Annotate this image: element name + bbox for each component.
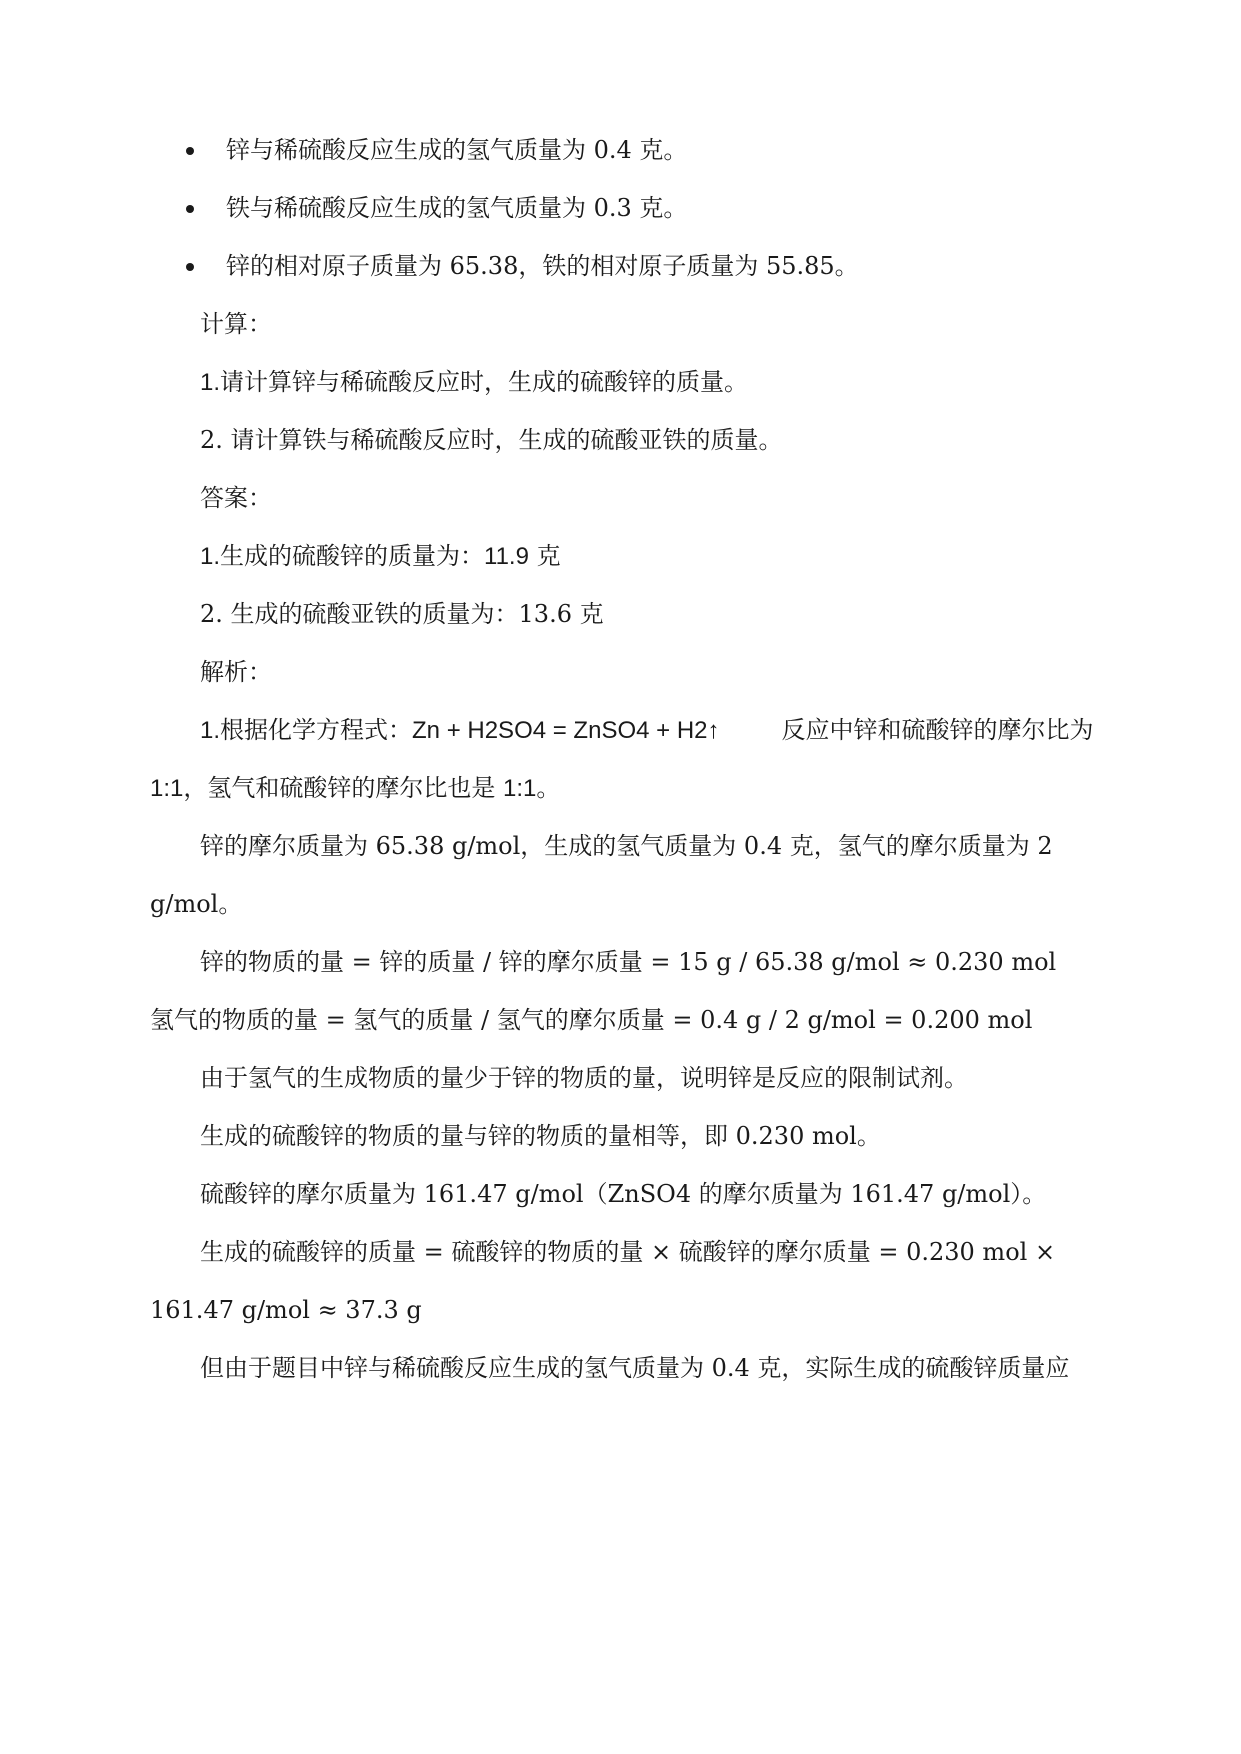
question-1 — [200, 366, 748, 399]
analysis-paragraph-1-line-2 — [150, 772, 560, 805]
question-1-text: 请计算锌与稀硫酸反应时，生成的硫酸锌的质量。 — [220, 368, 749, 396]
analysis-1-number: 1. — [200, 717, 221, 744]
analysis-heading: 解析： — [200, 658, 272, 686]
bullet-text: 锌与稀硫酸反应生成的氢气质量为 0.4 克。 — [226, 136, 688, 164]
analysis-paragraph-7: 硫酸锌的摩尔质量为 161.47 g/mol（ZnSO4 的摩尔质量为 161.47 g/mol）。 — [200, 1180, 1047, 1208]
answer-1-text: 生成的硫酸锌的质量为： — [220, 542, 485, 570]
answer-1 — [200, 540, 561, 573]
question-1-number: 1. — [200, 369, 221, 396]
analysis-1-text: 根据化学方程式： — [220, 716, 413, 744]
ratio-1: 1:1 — [150, 775, 184, 802]
analysis-paragraph-8-line-2: 161.47 g/mol ≈ 37.3 g — [150, 1296, 422, 1324]
answer-heading: 答案： — [200, 484, 272, 512]
analysis-paragraph-5: 由于氢气的生成物质的量少于锌的物质的量，说明锌是反应的限制试剂。 — [200, 1064, 968, 1092]
analysis-paragraph-9: 但由于题目中锌与稀硫酸反应生成的氢气质量为 0.4 克，实际生成的硫酸锌质量应 — [200, 1354, 1070, 1382]
analysis-paragraph-8-line-1: 生成的硫酸锌的质量 = 硫酸锌的物质的量 × 硫酸锌的摩尔质量 = 0.230 mol × — [200, 1238, 1056, 1266]
bullet-icon — [186, 263, 194, 271]
bullet-icon — [186, 147, 194, 155]
analysis-paragraph-3: 锌的物质的量 = 锌的质量 / 锌的摩尔质量 = 15 g / 65.38 g/mol ≈ 0.230 mol — [200, 948, 1057, 976]
analysis-paragraph-2-line-2: g/mol。 — [150, 890, 243, 918]
bullet-text: 铁与稀硫酸反应生成的氢气质量为 0.3 克。 — [226, 194, 688, 222]
analysis-paragraph-6: 生成的硫酸锌的物质的量与锌的物质的量相等，即 0.230 mol。 — [200, 1122, 881, 1150]
analysis-paragraph-1-line-1 — [200, 714, 1094, 747]
analysis-paragraph-2-line-1: 锌的摩尔质量为 65.38 g/mol，生成的氢气质量为 0.4 克，氢气的摩尔质量为 2 — [200, 832, 1053, 860]
analysis-1-line2-end: 。 — [536, 774, 561, 802]
answer-2: 2. 生成的硫酸亚铁的质量为：13.6 克 — [200, 600, 604, 628]
answer-1-value: 11.9 — [484, 543, 529, 570]
bullet-icon — [186, 205, 194, 213]
answer-1-unit: 克 — [528, 542, 561, 570]
answer-1-number: 1. — [200, 543, 221, 570]
analysis-paragraph-4: 氢气的物质的量 = 氢气的质量 / 氢气的摩尔质量 = 0.4 g / 2 g/mol = 0.200 mol — [150, 1006, 1033, 1034]
ratio-2: 1:1 — [503, 775, 537, 802]
bullet-text: 锌的相对原子质量为 65.38，铁的相对原子质量为 55.85。 — [226, 252, 859, 280]
question-2: 2. 请计算铁与稀硫酸反应时，生成的硫酸亚铁的质量。 — [200, 426, 783, 454]
calc-heading: 计算： — [200, 310, 272, 338]
analysis-1-tail: 反应中锌和硫酸锌的摩尔比为 — [781, 716, 1094, 744]
analysis-1-line2-mid: ，氢气和硫酸锌的摩尔比也是 — [183, 774, 504, 802]
chemical-equation: Zn + H2SO4 = ZnSO4 + H2↑ — [412, 717, 720, 744]
